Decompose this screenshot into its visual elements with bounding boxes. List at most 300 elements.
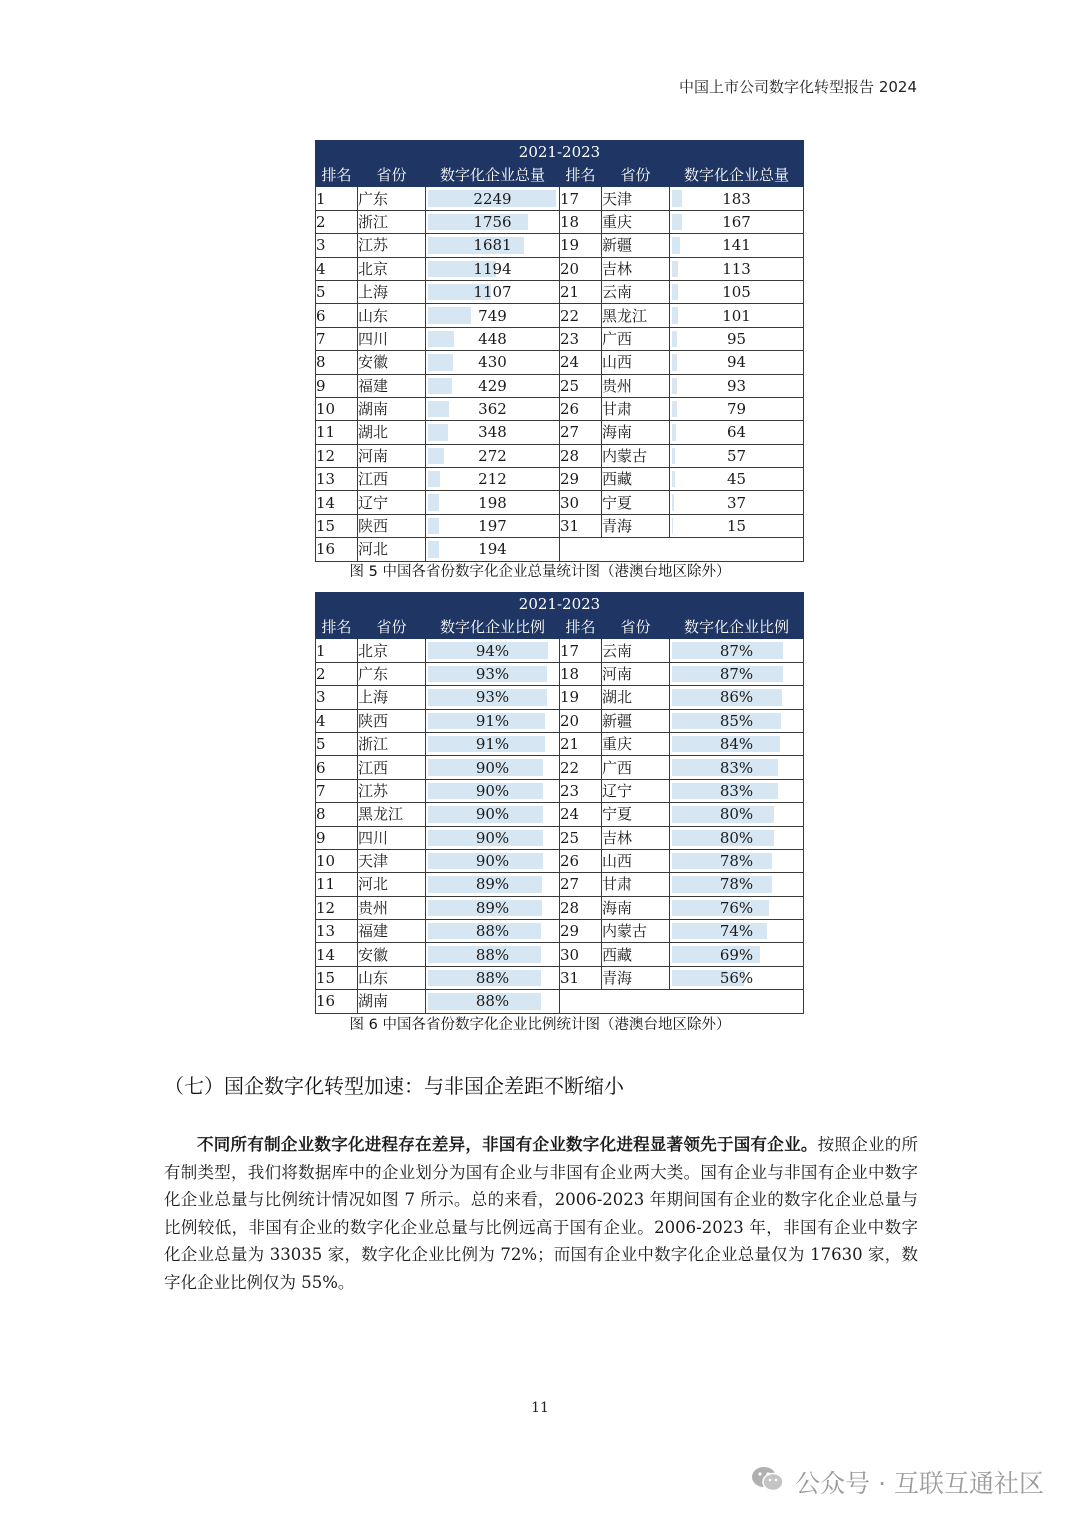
value-label: 1194 [473,259,512,278]
table-row [316,896,804,919]
province-cell: 黑龙江 [602,304,670,327]
province-cell: 宁夏 [602,803,670,826]
rank-cell: 27 [560,421,602,444]
province-cell: 广西 [602,327,670,350]
value-label: 1107 [473,283,512,302]
table-row [316,920,804,943]
rank-cell: 8 [316,351,358,374]
province-cell: 天津 [358,849,426,872]
table-row [316,351,804,374]
rank-cell: 23 [560,327,602,350]
value-label: 362 [478,400,507,419]
province-cell: 福建 [358,920,426,943]
value-cell [670,257,804,280]
province-total-table [315,140,803,562]
value-cell [670,779,804,802]
stat-table [315,140,804,562]
rank-cell: 20 [560,257,602,280]
value-label: 85% [719,711,754,730]
value-cell [426,257,560,280]
value-cell [670,187,804,210]
province-cell: 山西 [602,351,670,374]
value-cell [670,280,804,303]
province-cell: 吉林 [602,826,670,849]
province-cell: 天津 [602,187,670,210]
value-label: 94% [475,641,510,660]
province-header: 省份 [602,164,670,187]
value-label: 90% [475,852,510,871]
value-cell [426,374,560,397]
rank-cell: 3 [316,686,358,709]
value-cell [670,756,804,779]
value-cell [670,304,804,327]
province-cell: 西藏 [602,468,670,491]
table-row [316,990,804,1013]
province-cell: 青海 [602,966,670,989]
province-cell: 山东 [358,966,426,989]
value-label: 105 [722,283,751,302]
rank-cell: 21 [560,280,602,303]
data-bar [672,401,677,417]
province-cell: 陕西 [358,514,426,537]
province-cell: 海南 [602,896,670,919]
table-row [316,709,804,732]
province-cell: 云南 [602,639,670,662]
value-label: 56% [719,969,754,988]
rank-cell: 4 [316,709,358,732]
rank-cell: 15 [316,514,358,537]
value-cell [426,538,560,561]
rank-cell: 5 [316,732,358,755]
province-cell: 西藏 [602,943,670,966]
value-cell [670,327,804,350]
value-label: 183 [722,189,751,208]
province-cell: 广西 [602,756,670,779]
table-row [316,639,804,662]
value-cell [670,849,804,872]
table-row [316,756,804,779]
province-cell: 上海 [358,686,426,709]
data-bar [428,541,439,557]
empty-cell [560,990,804,1013]
rank-cell: 2 [316,210,358,233]
value-header: 数字化企业比例 [426,616,560,639]
rank-cell: 25 [560,826,602,849]
value-header: 数字化企业总量 [426,164,560,187]
province-cell: 浙江 [358,732,426,755]
value-cell [670,491,804,514]
value-header: 数字化企业比例 [670,616,804,639]
province-cell: 广东 [358,662,426,685]
value-label: 78% [719,852,754,871]
value-cell [426,873,560,896]
rank-cell: 31 [560,514,602,537]
rank-cell: 2 [316,662,358,685]
data-bar [428,494,439,510]
table-row [316,686,804,709]
value-cell [426,514,560,537]
province-cell: 四川 [358,327,426,350]
data-bar [672,214,682,230]
value-cell [426,397,560,420]
running-header: 中国上市公司数字化转型报告 2024 [679,78,917,96]
value-label: 91% [475,711,510,730]
data-bar [428,518,439,534]
table-row [316,444,804,467]
value-cell [670,351,804,374]
value-cell [670,686,804,709]
value-label: 93% [475,688,510,707]
data-bar [428,307,471,323]
value-label: 87% [719,641,754,660]
value-cell [426,732,560,755]
province-cell: 河南 [358,444,426,467]
province-cell: 吉林 [602,257,670,280]
value-label: 90% [475,758,510,777]
value-label: 88% [475,969,510,988]
rank-cell: 10 [316,397,358,420]
rank-cell: 23 [560,779,602,802]
province-cell: 云南 [602,280,670,303]
value-label: 79 [726,400,747,419]
value-cell [426,280,560,303]
value-cell [426,468,560,491]
table-row [316,280,804,303]
value-cell [426,351,560,374]
rank-cell: 29 [560,468,602,491]
value-label: 88% [475,992,510,1011]
value-label: 80% [719,805,754,824]
value-cell [426,779,560,802]
data-bar [672,237,680,253]
empty-cell [560,538,804,561]
province-cell: 湖北 [358,421,426,444]
year-header: 2021-2023 [316,593,804,616]
province-cell: 山东 [358,304,426,327]
value-cell [426,756,560,779]
value-label: 78% [719,875,754,894]
rank-cell: 11 [316,873,358,896]
province-cell: 四川 [358,826,426,849]
table-row [316,397,804,420]
rank-cell: 28 [560,444,602,467]
value-cell [670,826,804,849]
value-cell [670,468,804,491]
value-cell [426,444,560,467]
value-label: 167 [722,212,751,231]
province-cell: 海南 [602,421,670,444]
province-cell: 湖南 [358,990,426,1013]
rank-cell: 9 [316,826,358,849]
value-cell [426,826,560,849]
body-paragraph [164,1131,918,1296]
value-label: 69% [719,945,754,964]
rank-cell: 13 [316,468,358,491]
value-label: 90% [475,781,510,800]
table-row [316,234,804,257]
rank-cell: 7 [316,327,358,350]
province-cell: 浙江 [358,210,426,233]
province-cell: 江苏 [358,234,426,257]
province-cell: 新疆 [602,234,670,257]
rank-cell: 10 [316,849,358,872]
value-label: 2249 [473,189,512,208]
value-cell [426,662,560,685]
rank-cell: 14 [316,491,358,514]
value-label: 272 [478,446,507,465]
province-cell: 安徽 [358,351,426,374]
value-cell [426,966,560,989]
data-bar [672,494,674,510]
province-cell: 河北 [358,873,426,896]
table-row [316,732,804,755]
province-cell: 河南 [602,662,670,685]
value-label: 749 [478,306,507,325]
data-bar [672,261,678,277]
value-header: 数字化企业总量 [670,164,804,187]
value-label: 57 [726,446,747,465]
province-cell: 辽宁 [602,779,670,802]
province-cell: 甘肃 [602,873,670,896]
table-row [316,966,804,989]
value-cell [426,639,560,662]
rank-cell: 7 [316,779,358,802]
table-row [316,491,804,514]
rank-cell: 5 [316,280,358,303]
rank-cell: 22 [560,304,602,327]
rank-cell: 17 [560,187,602,210]
value-label: 198 [478,493,507,512]
rank-cell: 30 [560,943,602,966]
table-row [316,849,804,872]
table-row [316,421,804,444]
data-bar [428,471,440,487]
province-cell: 湖北 [602,686,670,709]
value-label: 430 [478,353,507,372]
rank-cell: 29 [560,920,602,943]
value-label: 76% [719,898,754,917]
rank-cell: 26 [560,397,602,420]
province-cell: 贵州 [358,896,426,919]
value-cell [670,966,804,989]
data-bar [428,378,452,394]
figure-caption: 图 6 中国各省份数字化企业比例统计图（港澳台地区除外） [349,1017,731,1033]
table-row [316,327,804,350]
value-label: 83% [719,758,754,777]
province-cell: 新疆 [602,709,670,732]
value-cell [670,374,804,397]
rank-cell: 14 [316,943,358,966]
rank-cell: 21 [560,732,602,755]
rank-cell: 30 [560,491,602,514]
data-bar [672,424,676,440]
rank-cell: 17 [560,639,602,662]
value-label: 15 [726,517,747,536]
table-row [316,538,804,561]
value-label: 89% [475,875,510,894]
data-bar [672,378,677,394]
rank-cell: 1 [316,187,358,210]
value-cell [426,990,560,1013]
value-label: 88% [475,945,510,964]
province-cell: 贵州 [602,374,670,397]
value-label: 87% [719,664,754,683]
table-row [316,374,804,397]
data-bar [672,354,677,370]
value-label: 93% [475,664,510,683]
data-bar [672,190,682,206]
province-cell: 江苏 [358,779,426,802]
watermark-text: 公众号 · 互联互通社区 [795,1469,1044,1498]
province-cell: 山西 [602,849,670,872]
rank-cell: 9 [316,374,358,397]
table-row [316,662,804,685]
value-cell [670,943,804,966]
rank-cell: 20 [560,709,602,732]
rank-cell: 18 [560,210,602,233]
value-label: 86% [719,688,754,707]
value-label: 212 [478,470,507,489]
value-label: 37 [726,493,747,512]
value-label: 90% [475,828,510,847]
value-cell [426,896,560,919]
value-cell [670,421,804,444]
data-bar [428,448,444,464]
province-cell: 重庆 [602,210,670,233]
value-cell [670,709,804,732]
value-cell [426,803,560,826]
value-cell [426,421,560,444]
province-cell: 江西 [358,756,426,779]
rank-cell: 3 [316,234,358,257]
value-cell [670,803,804,826]
value-label: 64 [726,423,747,442]
year-header: 2021-2023 [316,141,804,164]
value-cell [670,234,804,257]
table-row [316,779,804,802]
value-label: 90% [475,805,510,824]
page-number: 11 [531,1400,549,1416]
value-label: 141 [722,236,751,255]
section-heading: （七）国企数字化转型加速：与非国企差距不断缩小 [164,1074,624,1098]
table-row [316,210,804,233]
data-bar [672,284,678,300]
rank-header: 排名 [316,164,358,187]
rank-cell: 24 [560,803,602,826]
province-ratio-table [315,592,803,1014]
rank-cell: 15 [316,966,358,989]
province-cell: 陕西 [358,709,426,732]
data-bar [672,448,675,464]
data-bar [672,331,677,347]
rank-cell: 28 [560,896,602,919]
rank-cell: 8 [316,803,358,826]
value-label: 448 [478,329,507,348]
province-cell: 辽宁 [358,491,426,514]
value-label: 101 [722,306,751,325]
table-row [316,514,804,537]
table-row [316,803,804,826]
province-header: 省份 [358,164,426,187]
data-bar [672,307,678,323]
table-row [316,187,804,210]
province-cell: 北京 [358,257,426,280]
rank-header: 排名 [560,164,602,187]
rank-cell: 4 [316,257,358,280]
value-cell [670,732,804,755]
value-cell [670,397,804,420]
value-label: 93 [726,376,747,395]
table-row [316,873,804,896]
value-label: 95 [726,329,747,348]
value-cell [670,920,804,943]
wechat-icon [751,1465,785,1499]
value-cell [426,920,560,943]
value-cell [670,639,804,662]
province-cell: 上海 [358,280,426,303]
rank-cell: 12 [316,444,358,467]
value-cell [670,662,804,685]
value-cell [426,686,560,709]
value-label: 80% [719,828,754,847]
table-row [316,304,804,327]
value-cell [426,943,560,966]
province-cell: 甘肃 [602,397,670,420]
rank-cell: 13 [316,920,358,943]
province-cell: 广东 [358,187,426,210]
rank-cell: 6 [316,756,358,779]
province-cell: 重庆 [602,732,670,755]
value-cell [426,210,560,233]
value-label: 91% [475,735,510,754]
value-cell [426,327,560,350]
rank-cell: 12 [316,896,358,919]
province-cell: 河北 [358,538,426,561]
province-cell: 福建 [358,374,426,397]
value-cell [670,514,804,537]
value-label: 1681 [473,236,512,255]
table-row [316,943,804,966]
rank-cell: 16 [316,538,358,561]
rank-cell: 19 [560,234,602,257]
rank-cell: 27 [560,873,602,896]
rank-cell: 16 [316,990,358,1013]
value-label: 113 [722,259,751,278]
data-bar [672,518,673,534]
stat-table [315,592,804,1014]
province-cell: 黑龙江 [358,803,426,826]
value-cell [670,210,804,233]
province-cell: 湖南 [358,397,426,420]
value-cell [426,187,560,210]
value-label: 1756 [473,212,512,231]
rank-header: 排名 [316,616,358,639]
data-bar [428,354,453,370]
value-label: 45 [726,470,747,489]
rank-cell: 31 [560,966,602,989]
rank-cell: 1 [316,639,358,662]
watermark [751,1464,1044,1500]
table-row [316,826,804,849]
value-cell [426,849,560,872]
value-cell [426,234,560,257]
data-bar [428,331,454,347]
province-cell: 宁夏 [602,491,670,514]
value-label: 89% [475,898,510,917]
data-bar [672,471,675,487]
rank-cell: 6 [316,304,358,327]
table-row [316,468,804,491]
